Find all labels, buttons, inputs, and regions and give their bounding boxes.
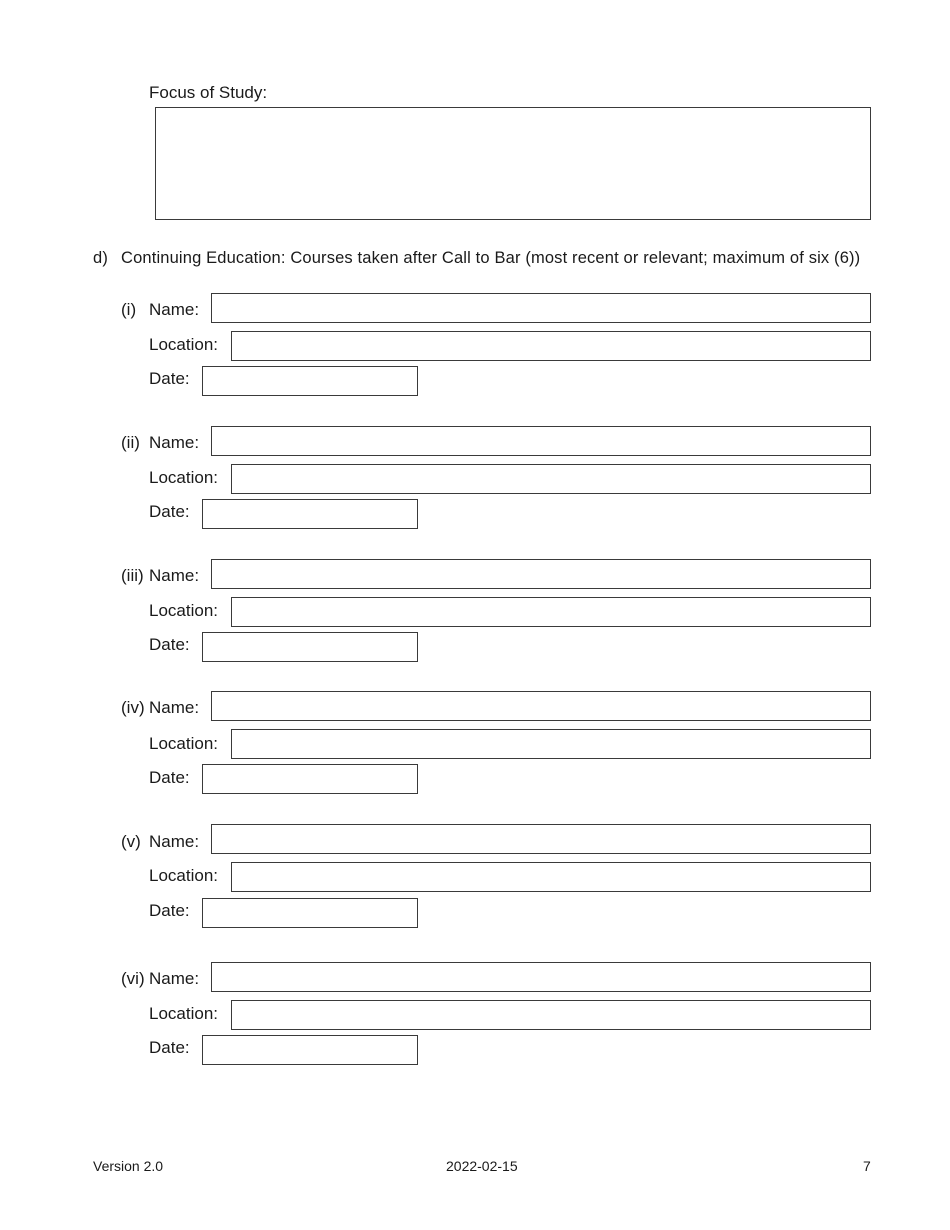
course-date-field[interactable] bbox=[202, 1035, 418, 1065]
footer-page-number: 7 bbox=[863, 1158, 871, 1174]
course-date-label: Date: bbox=[149, 901, 190, 920]
course-location-label: Location: bbox=[149, 468, 218, 487]
course-date-field[interactable] bbox=[202, 499, 418, 529]
course-location-label: Location: bbox=[149, 601, 218, 620]
focus-of-study-label: Focus of Study: bbox=[149, 83, 268, 102]
course-location-label: Location: bbox=[149, 335, 218, 354]
course-date-field[interactable] bbox=[202, 632, 418, 662]
section-d-marker: d) bbox=[93, 249, 108, 267]
course-date-field[interactable] bbox=[202, 366, 418, 396]
course-date-field[interactable] bbox=[202, 764, 418, 794]
course-name-label: Name: bbox=[149, 698, 200, 717]
course-name-field[interactable] bbox=[211, 559, 871, 589]
course-date-field[interactable] bbox=[202, 898, 418, 928]
footer-version: Version 2.0 bbox=[93, 1158, 164, 1174]
course-location-field[interactable] bbox=[231, 1000, 871, 1030]
course-location-label: Location: bbox=[149, 866, 218, 885]
course-location-field[interactable] bbox=[231, 597, 871, 627]
course-index: (i) bbox=[121, 300, 137, 319]
course-name-field[interactable] bbox=[211, 962, 871, 992]
course-name-label: Name: bbox=[149, 433, 200, 452]
course-name-label: Name: bbox=[149, 566, 200, 585]
course-name-field[interactable] bbox=[211, 293, 871, 323]
course-index: (ii) bbox=[121, 433, 140, 452]
course-date-label: Date: bbox=[149, 502, 190, 521]
focus-of-study-field[interactable] bbox=[155, 107, 871, 220]
course-index: (v) bbox=[121, 832, 141, 851]
course-name-field[interactable] bbox=[211, 691, 871, 721]
course-location-field[interactable] bbox=[231, 862, 871, 892]
section-d-heading: Continuing Education: Courses taken after Call to Bar (most recent or relevant; maximum of six (6)) bbox=[121, 249, 861, 267]
course-date-label: Date: bbox=[149, 369, 190, 388]
course-location-field[interactable] bbox=[231, 331, 871, 361]
course-index: (iii) bbox=[121, 566, 144, 585]
course-name-field[interactable] bbox=[211, 824, 871, 854]
course-date-label: Date: bbox=[149, 1038, 190, 1057]
course-location-field[interactable] bbox=[231, 729, 871, 759]
course-name-label: Name: bbox=[149, 832, 200, 851]
course-index: (iv) bbox=[121, 698, 145, 717]
course-location-label: Location: bbox=[149, 734, 218, 753]
course-index: (vi) bbox=[121, 969, 145, 988]
course-name-field[interactable] bbox=[211, 426, 871, 456]
course-name-label: Name: bbox=[149, 969, 200, 988]
footer-date: 2022-02-15 bbox=[446, 1158, 518, 1174]
course-location-field[interactable] bbox=[231, 464, 871, 494]
course-location-label: Location: bbox=[149, 1004, 218, 1023]
course-name-label: Name: bbox=[149, 300, 200, 319]
course-date-label: Date: bbox=[149, 635, 190, 654]
course-date-label: Date: bbox=[149, 768, 190, 787]
